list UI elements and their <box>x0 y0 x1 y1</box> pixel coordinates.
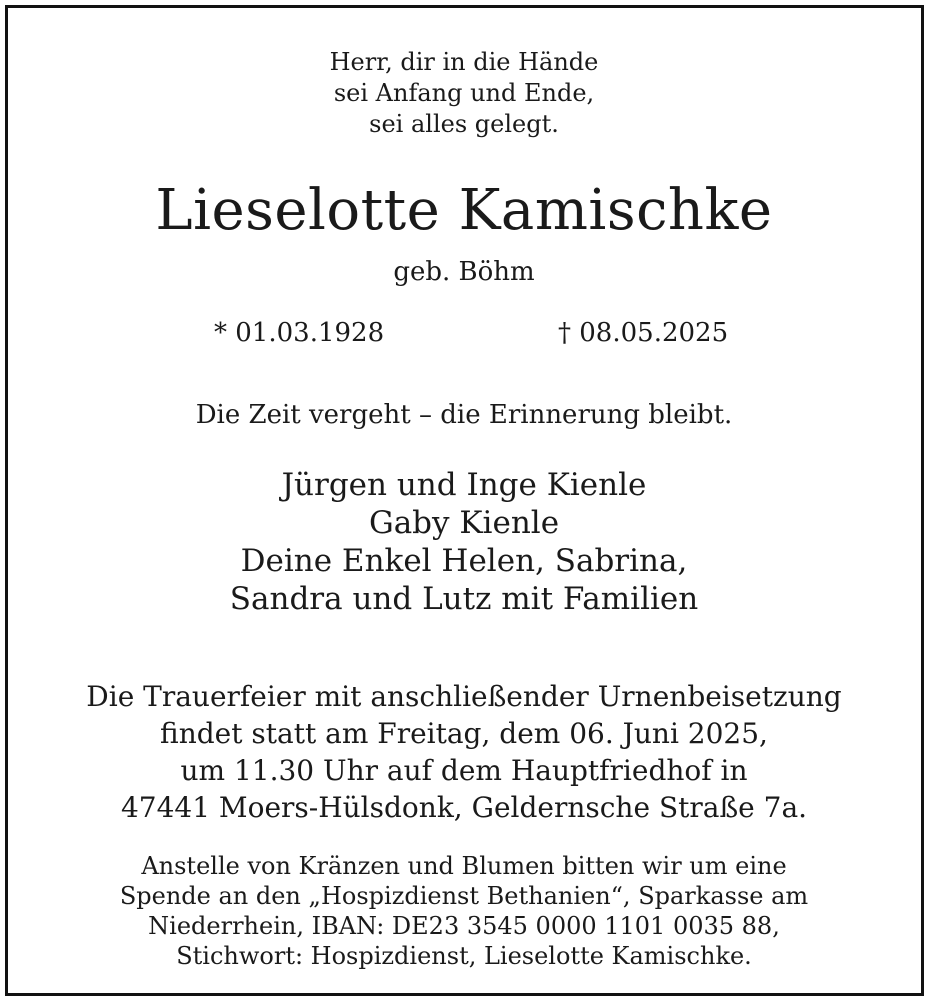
ceremony-line: um 11.30 Uhr auf dem Hauptfriedhof in <box>180 754 748 787</box>
motto-line: sei alles gelegt. <box>369 110 559 138</box>
donation-line: Stichwort: Hospizdienst, Lieselotte Kamischke. <box>176 942 752 970</box>
mourners-list <box>0 466 928 618</box>
motto-line: Herr, dir in die Hände <box>329 48 599 76</box>
deceased-name: Lieselotte Kamischke <box>155 178 773 243</box>
memorial-quote: Die Zeit vergeht – die Erinnerung bleibt. <box>195 400 733 430</box>
mourner-line: Gaby Kienle <box>368 505 560 541</box>
birth-date: * 01.03.1928 <box>214 318 385 348</box>
donation-info <box>0 851 928 971</box>
mourner-line: Sandra und Lutz mit Familien <box>229 581 699 617</box>
donation-line: Niederrhein, IBAN: DE23 3545 0000 1101 0035 88, <box>148 912 780 940</box>
ceremony-line: 47441 Moers-Hülsdonk, Geldernsche Straße 7a. <box>120 791 808 824</box>
ceremony-line: Die Trauerfeier mit anschließender Urnenbeisetzung <box>86 680 842 713</box>
mourner-line: Deine Enkel Helen, Sabrina, <box>240 543 688 579</box>
motto-verse <box>0 47 928 140</box>
ceremony-line: findet statt am Freitag, dem 06. Juni 2025, <box>160 717 768 750</box>
maiden-name: geb. Böhm <box>393 257 535 287</box>
death-date: † 08.05.2025 <box>558 318 729 348</box>
ceremony-info <box>0 678 928 826</box>
donation-line: Anstelle von Kränzen und Blumen bitten wir um eine <box>141 852 787 880</box>
donation-line: Spende an den „Hospizdienst Bethanien“, Sparkasse am <box>119 882 809 910</box>
mourner-line: Jürgen und Inge Kienle <box>281 467 647 503</box>
motto-line: sei Anfang und Ende, <box>333 79 595 107</box>
